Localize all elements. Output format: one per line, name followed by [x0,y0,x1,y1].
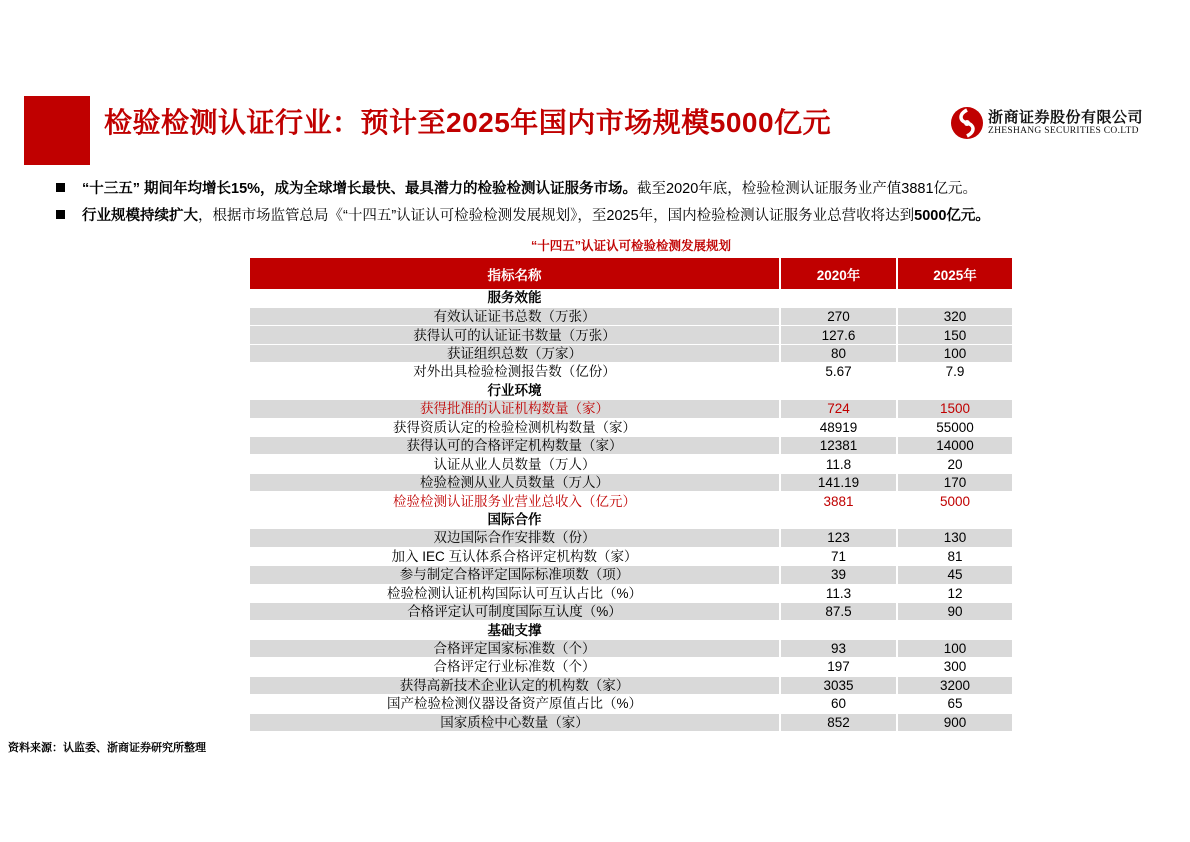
section-header: 国际合作 [250,510,780,528]
row-value-2025: 1500 [897,400,1012,418]
logo-company-name-cn: 浙商证券股份有限公司 [988,109,1144,126]
company-logo [950,104,1165,140]
row-value-2020: 11.8 [780,455,897,473]
bullet-square-icon [56,183,65,192]
row-value-2020: 5.67 [780,363,897,381]
row-value-2020: 39 [780,566,897,584]
logo-company-name-en: ZHESHANG SECURITIES CO.LTD [988,126,1139,136]
row-label: 获得资质认定的检验检测机构数量（家） [250,418,780,436]
row-value-2020: 141.19 [780,473,897,491]
row-value-2020: 127.6 [780,326,897,344]
row-value-2020: 270 [780,307,897,325]
row-value-2020: 3881 [780,492,897,510]
row-label: 获得高新技术企业认定的机构数（家） [250,676,780,694]
row-value-2020: 197 [780,658,897,676]
row-value-2020: 60 [780,695,897,713]
row-value-2020: 11.3 [780,584,897,602]
row-label: 获得批准的认证机构数量（家） [250,400,780,418]
bullet-1-bold: “十三五” 期间年均增长15%，成为全球增长最快、最具潜力的检验检测认证服务市场。 [82,181,638,197]
bullet-point-1 [56,177,977,198]
source-note: 资料来源：认监委、浙商证券研究所整理 [8,742,206,754]
row-value-2020: 87.5 [780,602,897,620]
row-value-2020: 71 [780,547,897,565]
title-accent-block [24,96,90,165]
row-label: 认证从业人员数量（万人） [250,455,780,473]
row-value-2020: 48919 [780,418,897,436]
bullet-2-bold-end: 5000亿元。 [914,208,990,224]
row-value-2020: 3035 [780,676,897,694]
row-value-2025: 130 [897,529,1012,547]
section-header: 服务效能 [250,289,780,307]
row-value-2025: 65 [897,695,1012,713]
row-value-2020: 852 [780,713,897,731]
row-value-2025: 12 [897,584,1012,602]
table-header-row [250,258,1012,289]
bullet-square-icon [56,210,65,219]
row-label: 检验检测从业人员数量（万人） [250,473,780,491]
row-value-2025: 150 [897,326,1012,344]
row-label: 参与制定合格评定国际标准项数（项） [250,566,780,584]
bullet-2-bold: 行业规模持续扩大 [82,208,198,224]
row-value-2025: 170 [897,473,1012,491]
row-label: 获得认可的认证证书数量（万张） [250,326,780,344]
row-label: 获证组织总数（万家） [250,344,780,362]
row-label: 国产检验检测仪器设备资产原值占比（%） [250,695,780,713]
row-label: 国家质检中心数量（家） [250,713,780,731]
bullet-point-2 [56,204,990,225]
row-value-2025: 7.9 [897,363,1012,381]
zheshang-logo-icon [950,106,984,140]
row-label: 合格评定国家标准数（个） [250,639,780,657]
row-value-2025: 900 [897,713,1012,731]
row-value-2025: 20 [897,455,1012,473]
row-label: 检验检测认证服务业营业总收入（亿元） [250,492,780,510]
bullet-1-text: 截至2020年底，检验检测认证服务业产值3881亿元。 [637,181,978,197]
page-title: 检验检测认证行业：预计至2025年国内市场规模5000亿元 [104,107,832,138]
row-value-2025: 100 [897,639,1012,657]
row-value-2025: 5000 [897,492,1012,510]
row-value-2025: 90 [897,602,1012,620]
row-label: 加入 IEC 互认体系合格评定机构数（家） [250,547,780,565]
row-value-2025: 300 [897,658,1012,676]
table-title: “十四五”认证认可检验检测发展规划 [530,239,731,253]
plan-indicator-table [250,258,1012,732]
row-label: 对外出具检验检测报告数（亿份） [250,363,780,381]
header-2020: 2020年 [780,258,897,289]
row-value-2020: 12381 [780,437,897,455]
row-label: 双边国际合作安排数（份） [250,529,780,547]
row-value-2025: 3200 [897,676,1012,694]
row-value-2020: 123 [780,529,897,547]
header-2025: 2025年 [933,267,977,283]
row-label: 检验检测认证机构国际认可互认占比（%） [250,584,780,602]
row-value-2020: 93 [780,639,897,657]
row-value-2025: 55000 [897,418,1012,436]
row-label: 获得认可的合格评定机构数量（家） [250,437,780,455]
bullet-2-text: ，根据市场监管总局《“十四五”认证认可检验检测发展规划》，至2025年，国内检验检测认证服务业总营收将达到 [198,208,915,224]
row-value-2025: 14000 [897,437,1012,455]
section-header: 基础支撑 [250,621,780,639]
row-value-2025: 81 [897,547,1012,565]
row-value-2025: 320 [897,307,1012,325]
section-header: 行业环境 [250,381,780,399]
row-label: 有效认证证书总数（万张） [250,307,780,325]
row-value-2020: 724 [780,400,897,418]
row-label: 合格评定认可制度国际互认度（%） [250,602,780,620]
header-indicator: 指标名称 [250,258,780,289]
row-value-2025: 100 [897,344,1012,362]
row-value-2025: 45 [897,566,1012,584]
row-label: 合格评定行业标准数（个） [250,658,780,676]
row-value-2020: 80 [780,344,897,362]
